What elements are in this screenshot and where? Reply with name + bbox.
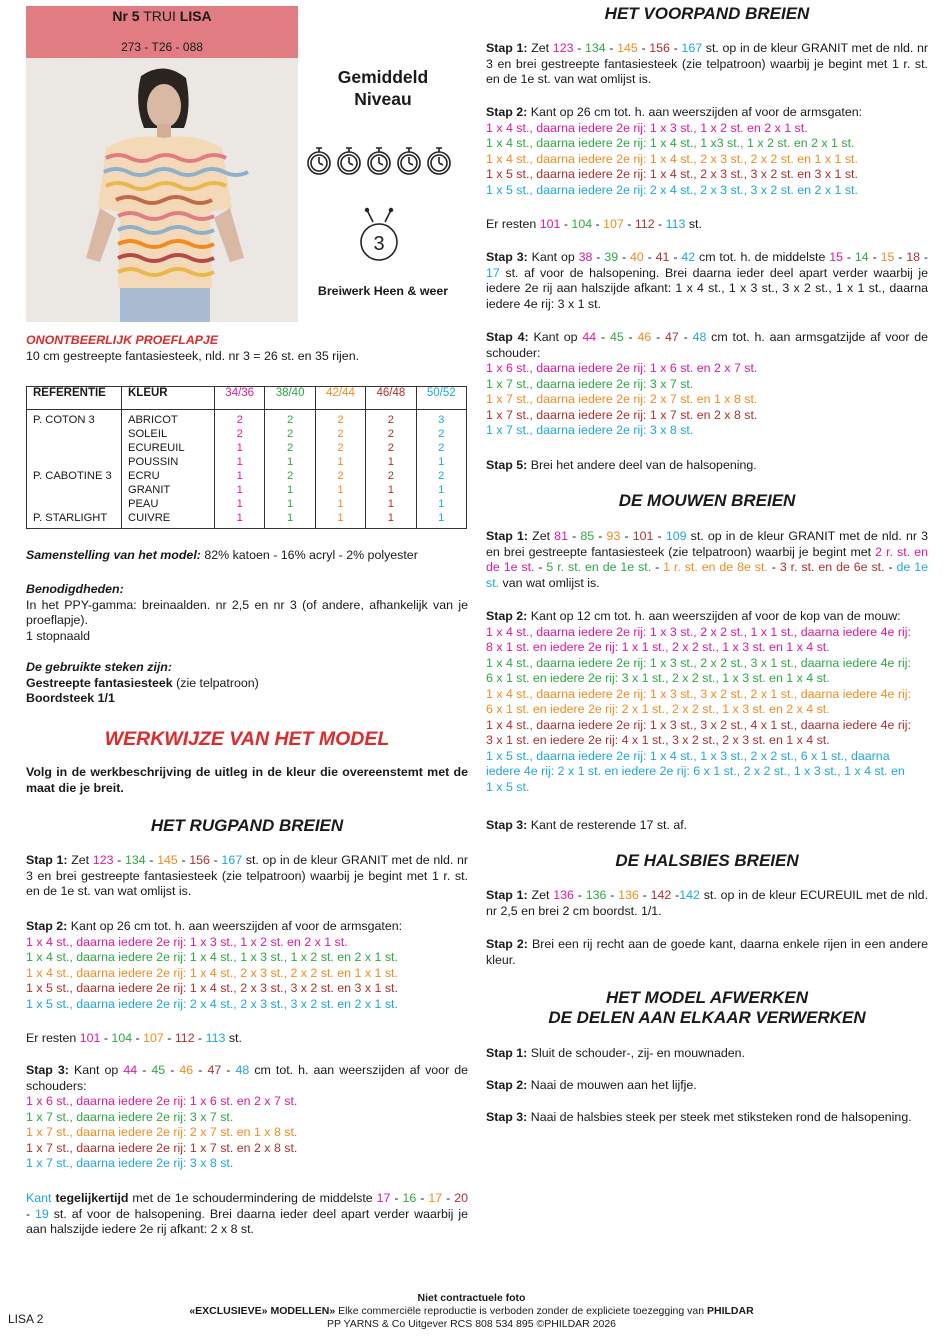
sleeves-step2: Stap 2: Kant op 12 cm tot. h. aan weerszijden af voor de kop van de mouw: 1 x 4 st., daarna iedere 2e rij: 1 x 3 st., 2 x 2 st., 1 x 1 st., daarna iedere 4e rij: 8 x 1 st. en iedere 2e rij: 1 x 1 st., 2 x 2 st., 1 x 3 st. en 1 x 4 st. 1 x 4 st., daarna iedere 2e rij: 1 x 3 st., 2 x 2 st., 3 x 1 st., daarna iedere 4e rij: 6 x 1 st. en iedere 2e rij: 3 x 1 st., 2 x 2 st., 1 x 3 st. en 1 x 4 st. 1 x 4 st., daarna iedere 2e rij: 1 x 3 st., 3 x 2 st., 2 x 1 st., daarna iedere 4e rij: 6 x 1 st. en iedere 2e rij: 2 x 1 st., 2 x 2 st., 1 x 3 st. en 2 x 4 st. 1 x 4 st., daarna iedere 2e rij: 1 x 3 st., 3 x 2 st., 4 x 1 st., daarna iedere 4e rij: 3 x 1 st. en iedere 2e rij: 4 x 1 st., 3 x 2 st., 2 x 3 st. en 1 x 4 st. 1 x 5 st., daarna iedere 2e rij: 1 x 4 st., 1 x 3 st., 2 x 2 st., 6 x 1 st., daarna iedere 4e rij: 2 x 1 st. en iedere 2e rij: 6 x 1 st., 2 x 2 st., 1 x 3 st., 1 x 4 st. en 1 x 5 st. (486, 609, 911, 794)
needle-size-value: 3 (373, 233, 385, 255)
composition: Samenstelling van het model: 82% katoen - 16% acryl - 2% polyester (26, 548, 418, 562)
size-column: 2 2 2 1 2 1 1 1 (315, 410, 365, 529)
colour-name: GRANIT (128, 484, 171, 496)
header-colour: KLEUR (122, 387, 215, 410)
difficulty-level: Gemiddeld Niveau (337, 67, 429, 109)
header-band (26, 6, 298, 58)
colour-cell (122, 410, 215, 529)
header-reference: REFERENTIE (27, 387, 122, 410)
front-remaining: Er resten 101 - 104 - 107 - 112 - 113 st. (486, 217, 702, 231)
yarn-table (26, 386, 467, 529)
stitches-used: De gebruikte steken zijn: Gestreepte fantasiesteek (zie telpatroon) Boordsteek 1/1 (26, 660, 259, 705)
front-step2: Stap 2: Kant op 26 cm tot. h. aan weerszijden af voor de armsgaten: 1 x 4 st., daarna iedere 2e rij: 1 x 3 st., 1 x 2 st. en 2 x 1 st. 1 x 4 st., daarna iedere 2e rij: 1 x 4 st., 1 x3 st., 1 x 2 st. en 2 x 1 st. 1 x 4 st., daarna iedere 2e rij: 1 x 4 st., 2 x 3 st., 2 x 2 st. en 1 x 1 st. 1 x 5 st., daarna iedere 2e rij: 1 x 4 st., 2 x 3 st., 3 x 2 st. en 3 x 1 st. 1 x 5 st., daarna iedere 2e rij: 2 x 4 st., 2 x 3 st., 3 x 2 st. en 2 x 1 st. (486, 105, 863, 197)
stopwatch-icon (308, 148, 330, 174)
back-neckline: Kant tegelijkertijd met de 1e schoudermindering de middelste 17 - 16 - 17 - 20 - 19 st. af voor de halsopening. Brei daarna ieder deel apart verder waarbij je aan halszijde iedere 2e rij afkant: 2 x 8 st. (26, 1191, 469, 1236)
footer-disclaimer: Niet contractuele foto (417, 1292, 526, 1304)
swatch-text: 10 cm gestreepte fantasiesteek, nld. nr 3 = 26 st. en 35 rijen. (26, 349, 360, 363)
size-column: 2 2 2 1 2 1 1 1 (265, 410, 315, 529)
footer-publisher: PP YARNS & Co Uitgever RCS 808 534 895 ©PHILDAR 2026 (326, 1318, 617, 1330)
difficulty-timers (306, 144, 456, 178)
finish-step3: Stap 3: Naai de halsbies steek per steek met stiksteken rond de halsopening. (486, 1110, 912, 1124)
finish-title: HET MODEL AFWERKEN DE DELEN AAN ELKAAR VERWERKEN (548, 988, 866, 1027)
model-photo-illustration (26, 58, 298, 322)
back-step2: Stap 2: Kant op 26 cm tot. h. aan weerszijden af voor de armsgaten: 1 x 4 st., daarna iedere 2e rij: 1 x 3 st., 1 x 2 st. en 2 x 1 st. 1 x 4 st., daarna iedere 2e rij: 1 x 4 st., 1 x 3 st., 1 x 2 st. en 2 x 1 st. 1 x 4 st., daarna iedere 2e rij: 1 x 4 st., 2 x 3 st., 2 x 2 st. en 1 x 1 st. 1 x 5 st., daarna iedere 2e rij: 1 x 4 st., 2 x 3 st., 3 x 2 st. en 3 x 1 st. 1 x 5 st., daarna iedere 2e rij: 2 x 4 st., 2 x 3 st., 3 x 2 st. en 2 x 1 st. (26, 919, 403, 1011)
size-header: 46/48 (366, 387, 416, 410)
front-step4: Stap 4: Kant op 44 - 45 - 46 - 47 - 48 cm tot. h. aan armsgatzijde af voor de schouder: 1 x 6 st., daarna iedere 2e rij: 1 x 6 st. en 2 x 7 st. 1 x 7 st., daarna iedere 2e rij: 3 x 7 st. 1 x 7 st., daarna iedere 2e rij: 2 x 7 st. en 1 x 8 st. 1 x 7 st., daarna iedere 2e rij: 1 x 7 st. en 2 x 8 st. 1 x 7 st., daarna iedere 2e rij: 3 x 8 st. (486, 330, 929, 437)
colour-name: CUIVRE (128, 512, 171, 524)
reference-name: P. CABOTINE 3 (33, 470, 112, 482)
size-column: 2 2 2 1 2 1 1 1 (366, 410, 416, 529)
knit-style: Breiwerk Heen & weer (317, 284, 449, 298)
swatch-title: ONONTBEERLIJK PROEFLAPJE (26, 333, 219, 347)
sleeves-step3: Stap 3: Kant de resterende 17 st. af. (486, 818, 688, 832)
stopwatch-icon (398, 148, 420, 174)
pattern-title: Nr 5 TRUI LISA (112, 8, 212, 24)
neckband-step1: Stap 1: Zet 136 - 136 - 136 - 142 -142 st. op in de kleur ECUREUIL met de nld. nr 2,5 en brei 2 cm boordst. 1/1. (486, 888, 929, 918)
finish-step2: Stap 2: Naai de mouwen aan het lijfje. (486, 1078, 697, 1092)
neckband-title: DE HALSBIES BREIEN (615, 851, 799, 870)
stopwatch-icon (428, 148, 450, 174)
yarn-table-header (27, 387, 467, 410)
sleeves-step1: Stap 1: Zet 81 - 85 - 93 - 101 - 109 st. op in de kleur GRANIT met de nld. nr 3 en brei gestreepte fantasiesteek (zie telpatroon) waarbij je begint met 2 r. st. en de 1e st. - 5 r. st. en de 1e st. - 1 r. st. en de 8e st. - 3 r. st. en de 6e st. - de 1e st. van wat omlijst is. (486, 529, 929, 590)
front-step3: Stap 3: Kant op 38 - 39 - 40 - 41 - 42 cm tot. h. de middelste 15 - 14 - 15 - 18 - 17 st. af voor de halsopening. Brei daarna ieder deel apart verder waarbij je iedere 2e rij aan halszijde afkant: 1 x 4 st., 1 x 3 st., 3 x 2 st., 1 x 1 st., daarna iedere 4e rij: 3 x 1 st. (486, 250, 929, 311)
colour-name: POUSSIN (128, 456, 179, 468)
model-photo (26, 58, 298, 322)
method-title: WERKWIJZE VAN HET MODEL (104, 728, 390, 750)
pattern-code: 273 - T26 - 088 (121, 40, 203, 54)
colour-name: ECUREUIL (128, 442, 185, 454)
front-step5: Stap 5: Brei het andere deel van de halsopening. (486, 458, 757, 472)
reference-name: P. STARLIGHT (33, 512, 108, 524)
footer (0, 1292, 943, 1331)
neckband-step2: Stap 2: Brei een rij recht aan de goede kant, daarna enkele rijen in een andere kleur. (486, 937, 929, 967)
size-column: 3 2 2 1 2 1 1 1 (416, 410, 466, 529)
size-header: 50/52 (416, 387, 466, 410)
colour-name: SOLEIL (128, 428, 168, 440)
back-step1: Stap 1: Zet 123 - 134 - 145 - 156 - 167 st. op in de kleur GRANIT met de nld. nr 3 en brei gestreepte fantasiesteek (zie telpatroon) waarbij je begint met 1 r. st. en de 1e st. van wat omlijst is. (26, 853, 468, 898)
back-remaining: Er resten 101 - 104 - 107 - 112 - 113 st. (26, 1031, 242, 1045)
footer-copyright: «EXCLUSIEVE» MODELLEN» Elke commerciële reproductie is verboden zonder de expliciete toezegging van PHILDAR (189, 1305, 754, 1317)
colour-name: ECRU (128, 470, 160, 482)
colour-name: ABRICOT (128, 414, 178, 426)
size-header: 38/40 (265, 387, 315, 410)
back-title: HET RUGPAND BREIEN (150, 816, 344, 835)
needle-size-icon (356, 206, 402, 264)
yarn-table-body (27, 410, 467, 529)
front-title: HET VOORPAND BREIEN (604, 4, 810, 23)
finish-step1: Stap 1: Sluit de schouder-, zij- en mouwnaden. (486, 1046, 745, 1060)
size-header: 34/36 (215, 387, 265, 410)
reference-name: P. COTON 3 (33, 414, 95, 426)
method-intro: Volg in de werkbeschrijving de uitleg in de kleur die overeenstemt met de maat die je breit. (26, 765, 468, 795)
stopwatch-icons (306, 144, 456, 178)
stopwatch-icon (338, 148, 360, 174)
back-step3: Stap 3: Kant op 44 - 45 - 46 - 47 - 48 cm tot. h. aan weerszijden af voor de schouders: 1 x 6 st., daarna iedere 2e rij: 1 x 6 st. en 2 x 7 st. 1 x 7 st., daarna iedere 2e rij: 3 x 7 st. 1 x 7 st., daarna iedere 2e rij: 2 x 7 st. en 1 x 8 st. 1 x 7 st., daarna iedere 2e rij: 1 x 7 st. en 2 x 8 st. 1 x 7 st., daarna iedere 2e rij: 3 x 8 st. (26, 1063, 469, 1170)
stopwatch-icon (368, 148, 390, 174)
supplies: Benodigdheden: In het PPY-gamma: breinaalden. nr 2,5 en nr 3 (of andere, afhankelijk van je proeflapje). 1 stopnaald (26, 582, 468, 643)
pattern-header (26, 6, 298, 322)
sleeves-title: DE MOUWEN BREIEN (618, 491, 796, 510)
colour-name: PEAU (128, 498, 159, 510)
size-header: 42/44 (315, 387, 365, 410)
reference-cell (27, 410, 122, 529)
size-column: 2 2 1 1 1 1 1 1 (215, 410, 265, 529)
front-step1: Stap 1: Zet 123 - 134 - 145 - 156 - 167 st. op in de kleur GRANIT met de nld. nr 3 en brei gestreepte fantasiesteek (zie telpatroon) waarbij je begint met 1 r. st. en de 1e st. van wat omlijst is. (486, 41, 928, 86)
page-label: LISA 2 (8, 1312, 44, 1326)
